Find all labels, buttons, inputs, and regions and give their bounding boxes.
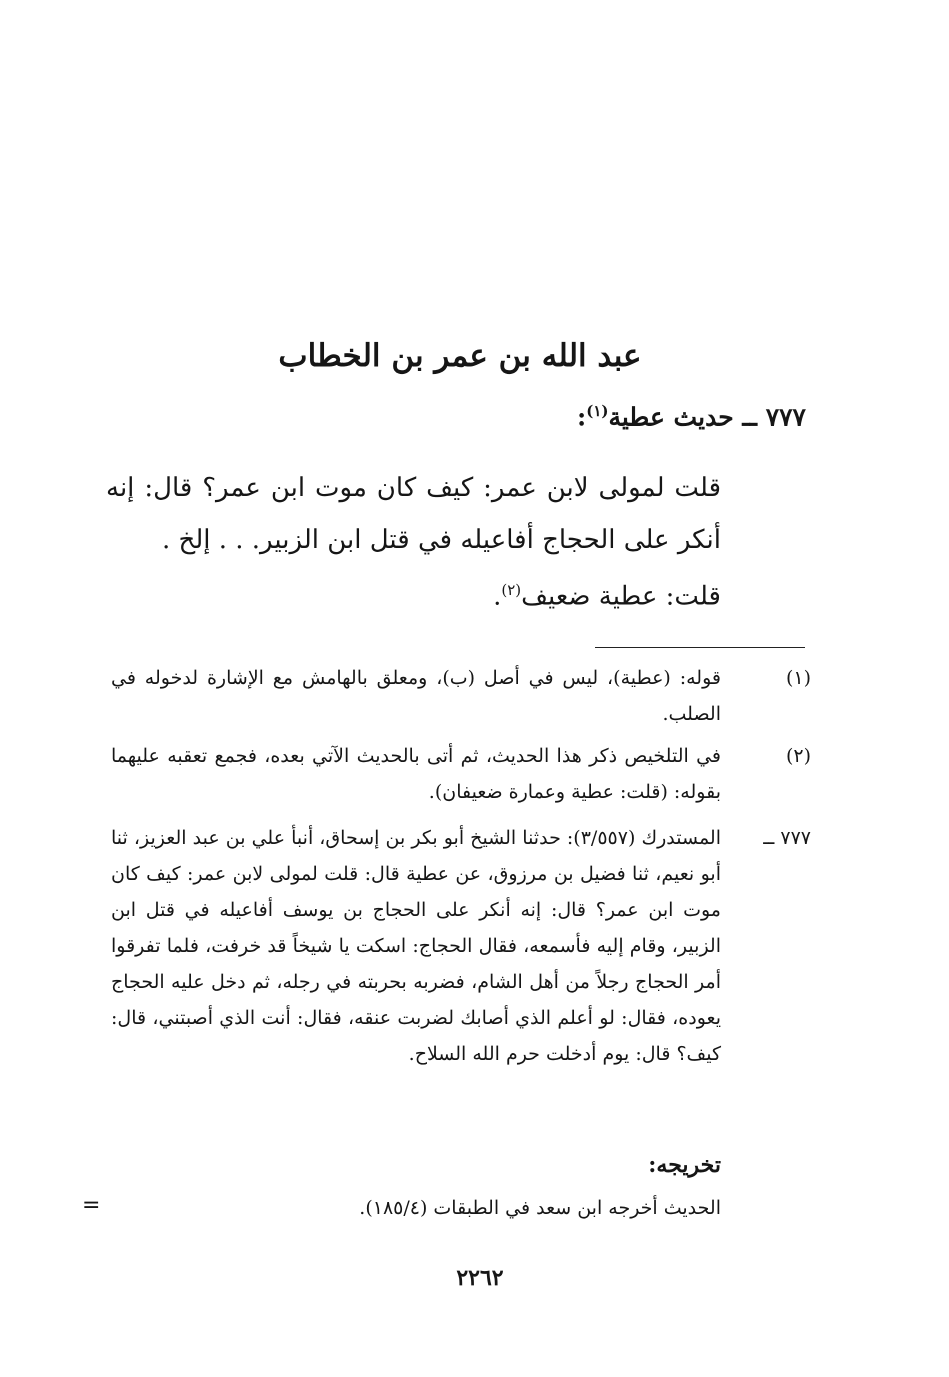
takhrij-heading: تخريجه:	[648, 1152, 721, 1178]
chapter-title: عبد الله بن عمر بن الخطاب	[278, 338, 642, 374]
footnote-2	[111, 738, 811, 810]
hadith-heading-text: ٧٧٧ ــ حديث عطية	[608, 402, 806, 432]
hadith-comment-suffix: .	[493, 581, 502, 612]
continuation-mark: =	[82, 1193, 101, 1218]
hadith-comment	[106, 570, 721, 617]
hadith-heading-suffix: :	[576, 402, 587, 432]
takhrij-text: الحديث أخرجه ابن سعد في الطبقات (١٨٥/٤).	[359, 1197, 721, 1219]
footnote-separator	[595, 647, 805, 648]
hadith-heading	[126, 402, 806, 431]
footnote-ref-2: (٢)	[501, 581, 522, 599]
footnote-hadith-777	[111, 820, 811, 1072]
page-number: ٢٢٦٢	[456, 1265, 504, 1291]
footnote-ref-1: (١)	[586, 402, 609, 420]
footnote-text: في التلخيص ذكر هذا الحديث، ثم أتى بالحديث الآتي بعده، فجمع تعقبه عليهما بقوله: (قلت: عطية وعمارة ضعيفان).	[111, 745, 721, 803]
footnote-marker: (٢)	[785, 745, 811, 767]
footnote-1	[111, 660, 811, 732]
footnote-text: المستدرك (٣/٥٥٧): حدثنا الشيخ أبو بكر بن إسحاق، أنبأ علي بن عبد العزيز، ثنا أبو نعيم، ثنا فضيل بن مرزوق، عن عطية قال: قلت لمولى لابن عمر: كيف كان موت ابن عمر؟ قال: إنه أنكر على الحجاج بن يوسف أفاعيله في قتل ابن الزبير، وقام إليه فأسمعه، فقال الحجاج: اسكت يا شيخاً قد خرفت، فلما تفرقوا أمر الحجاج رجلاً من أهل الشام، فضربه بحربته في رجله، ثم دخل عليه الحجاج يعوده، فقال: لو أعلم الذي أصابك لضربت عنقه، فقال: أنت الذي أصبتني، قال: كيف؟ قال: يوم أدخلت حرم الله السلاح.	[111, 827, 721, 1065]
footnote-text: قوله: (عطية)، ليس في أصل (ب)، ومعلق بالهامش مع الإشارة لدخوله في الصلب.	[111, 667, 721, 725]
hadith-text: قلت لمولى لابن عمر: كيف كان موت ابن عمر؟ قال: إنه أنكر على الحجاج أفاعيله في قتل ابن الزبير. . . إلخ .	[106, 473, 721, 555]
footnote-marker: ٧٧٧ ــ	[763, 827, 811, 849]
footnote-marker: (١)	[785, 667, 811, 689]
hadith-comment-text: قلت: عطية ضعيف	[521, 581, 721, 612]
